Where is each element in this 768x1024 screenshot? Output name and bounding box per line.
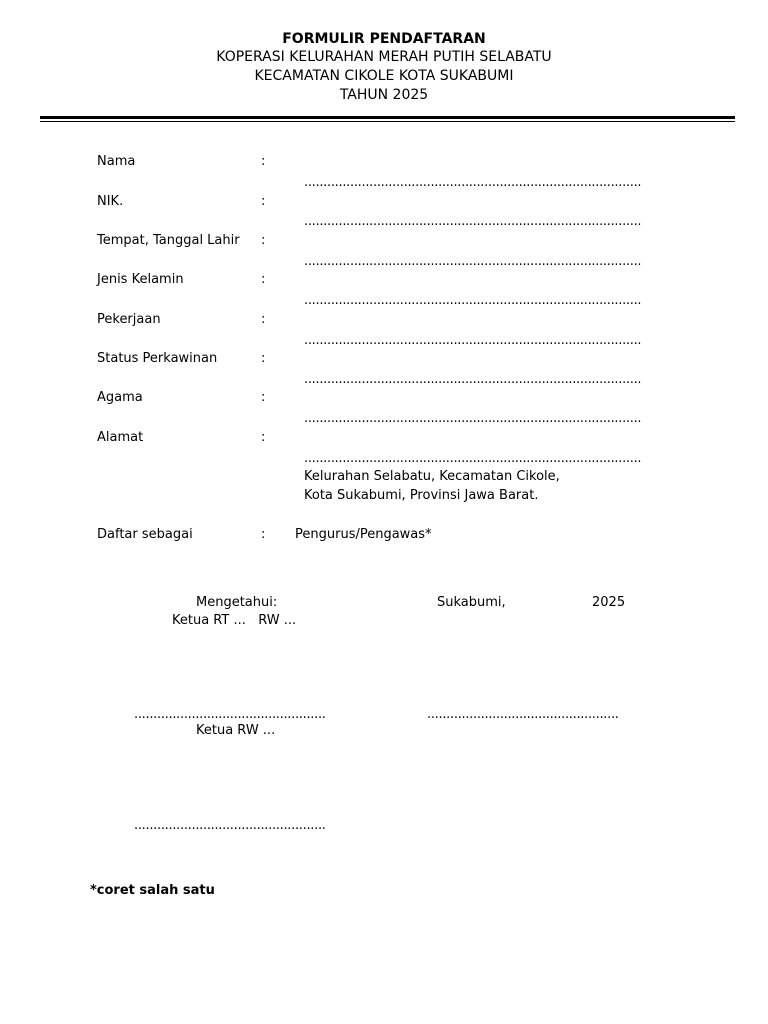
- field-line-nik[interactable]: ........................................................................................: [304, 214, 642, 229]
- signature-line-rw[interactable]: ..................................................: [134, 818, 326, 833]
- register-value[interactable]: Pengurus/Pengawas*: [295, 527, 432, 542]
- ketua-rw-label: Ketua RW ...: [196, 723, 276, 738]
- field-colon: :: [261, 154, 266, 169]
- field-line-nama[interactable]: ........................................................................................: [304, 175, 642, 190]
- place-label: Sukabumi,: [437, 595, 506, 610]
- field-line-pekerjaan[interactable]: ........................................................................................: [304, 333, 642, 348]
- field-colon: :: [261, 390, 266, 405]
- field-colon: :: [261, 194, 266, 209]
- cooperative-name: KOPERASI KELURAHAN MERAH PUTIH SELABATU: [216, 49, 552, 65]
- district-name: KECAMATAN CIKOLE KOTA SUKABUMI: [254, 68, 514, 84]
- field-line-agama[interactable]: ........................................................................................: [304, 411, 642, 426]
- year-line: TAHUN 2025: [339, 87, 429, 103]
- signature-line-rt[interactable]: ..................................................: [134, 707, 326, 722]
- field-label-agama: Agama: [97, 390, 143, 405]
- field-colon: :: [261, 272, 266, 287]
- field-colon: :: [261, 233, 266, 248]
- mengetahui-label: Mengetahui:: [196, 595, 278, 610]
- field-colon: :: [261, 527, 266, 542]
- year-label: 2025: [592, 595, 626, 610]
- ketua-rt-label: Ketua RT ... RW ...: [172, 613, 297, 628]
- header-divider-thick: [40, 116, 735, 119]
- field-label-jenis-kelamin: Jenis Kelamin: [97, 272, 184, 287]
- footnote: *coret salah satu: [90, 883, 215, 898]
- field-label-alamat: Alamat: [97, 430, 144, 445]
- field-colon: :: [261, 312, 266, 327]
- field-label-nama: Nama: [97, 154, 136, 169]
- field-line-jenis-kelamin[interactable]: ........................................................................................: [304, 293, 642, 308]
- field-line-status-perkawinan[interactable]: ........................................................................................: [304, 372, 642, 387]
- field-line-ttl[interactable]: ........................................................................................: [304, 254, 642, 269]
- field-colon: :: [261, 351, 266, 366]
- field-label-ttl: Tempat, Tanggal Lahir: [97, 233, 240, 248]
- address-line-1: Kelurahan Selabatu, Kecamatan Cikole,: [304, 469, 560, 484]
- signature-line-applicant[interactable]: ..................................................: [427, 707, 619, 722]
- address-line-2: Kota Sukabumi, Provinsi Jawa Barat.: [304, 488, 539, 503]
- field-label-nik: NIK.: [97, 194, 124, 209]
- register-label: Daftar sebagai: [97, 527, 193, 542]
- field-label-status-perkawinan: Status Perkawinan: [97, 351, 218, 366]
- field-line-alamat[interactable]: ........................................................................................: [304, 451, 642, 466]
- form-title: FORMULIR PENDAFTARAN: [282, 31, 486, 47]
- field-colon: :: [261, 430, 266, 445]
- header-divider-thin: [40, 121, 735, 122]
- field-label-pekerjaan: Pekerjaan: [97, 312, 161, 327]
